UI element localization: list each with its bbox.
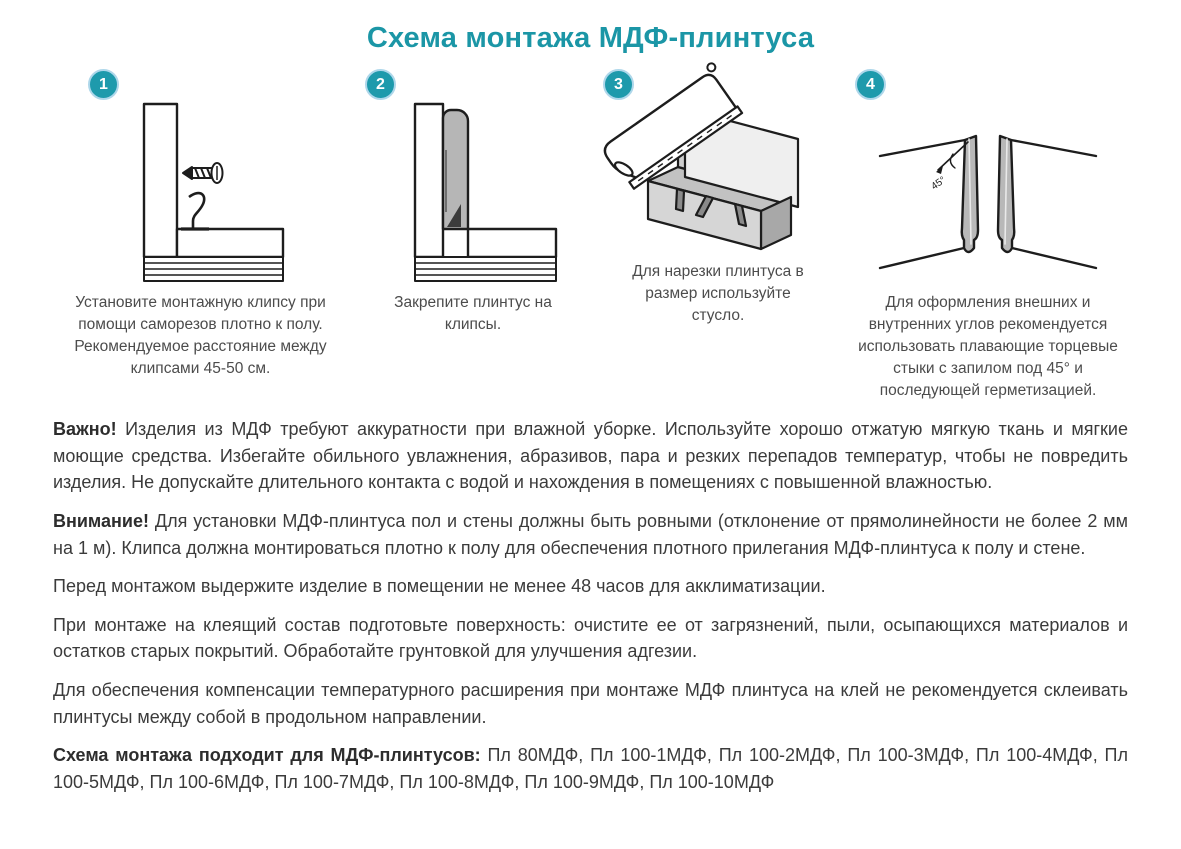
plinth-clip-diagram [373,98,573,284]
paragraph-text: Для установки МДФ-плинтуса пол и стены должны быть ровными (отклонение от прямолинейности не более 2 мм на 1 м). Клипса должна монтироваться плотно к полу для обеспечения плотного прилегания МДФ-плинтуса к полу и стене. [53,510,1128,558]
paragraph-text: Пл 80МДФ, Пл 100-1МДФ, Пл 100-2МДФ, Пл 100-3МДФ, Пл 100-4МДФ, Пл 100-5МДФ, Пл 100-6МДФ, Пл 100-7МДФ, Пл 100-8МДФ, Пл 100-9МДФ, Пл 100-10МДФ [53,745,1128,792]
steps-row [0,69,1181,402]
step-3 [593,69,843,327]
instruction-paragraph [53,742,1128,795]
instruction-paragraph [53,573,1128,600]
instruction-paragraph [53,677,1128,730]
step-caption: Для оформления внешних и внутренних углов рекомендуется использовать плавающие торцевые стыки с запилом под 45° и последующей герметизацией. [858,294,1118,399]
step-caption: Для нарезки плинтуса в размер используйте стусло. [632,263,804,324]
paragraph-text: При монтаже на клеящий состав подготовьте поверхность: очистите ее от загрязнений, пыли, осыпающихся материалов и остатков старых покрытий. Обработайте грунтовкой для улучшения адгезии. [53,614,1128,662]
angle-label: 45° [929,174,949,193]
step-number-badge [855,69,886,100]
paragraph-lead: Важно! [53,419,117,439]
page-title: Схема монтажа МДФ-плинтуса [366,22,815,54]
step-1-figure [48,100,353,284]
step-3-figure [593,69,843,253]
paragraph-lead: Внимание! [53,510,149,531]
step-caption: Установите монтажную клипсу при помощи саморезов плотно к полу. Рекомендуемое расстояние между клипсами 45-50 см. [74,294,327,377]
instruction-paragraph [53,508,1128,561]
step-number-badge [603,69,634,100]
paragraph-text: Перед монтажом выдержите изделие в помещении не менее 48 часов для акклиматизации. [53,576,826,597]
step-4 [843,69,1133,402]
step-number-badge [88,69,119,100]
corner-joint-diagram [848,98,1128,284]
paragraph-text: Изделия из МДФ требуют аккуратности при влажной уборке. Используйте хорошо отжатую мягкую ткань и мягкие моющие средства. Избегайте обильного увлажнения, абразивов, пара и резких перепадов температур, чтобы не повредить изделия. Не допускайте длительного контакта с водой и нахождения в помещениях с повышенной влажностью. [53,419,1128,493]
paragraph-lead: Схема монтажа подходит для МДФ-плинтусов: [53,745,481,766]
instruction-paragraph [53,416,1128,496]
step-number: 3 [614,75,623,93]
step-2 [353,69,593,336]
step-2-figure [353,100,593,284]
instruction-paragraph [53,612,1128,665]
step-number: 2 [376,75,385,93]
clip-screw-diagram [86,98,316,284]
paragraph-text: Для обеспечения компенсации температурного расширения при монтаже МДФ плинтуса на клей не рекомендуется склеивать плинтусы между собой в продольном направлении. [53,680,1128,727]
step-4-figure [843,100,1133,284]
step-1 [48,69,353,380]
instructions-section [0,416,1181,796]
step-number: 1 [99,75,108,93]
step-number-badge [365,69,396,100]
step-caption: Закрепите плинтус на клипсы. [394,294,552,333]
step-number: 4 [866,75,875,93]
